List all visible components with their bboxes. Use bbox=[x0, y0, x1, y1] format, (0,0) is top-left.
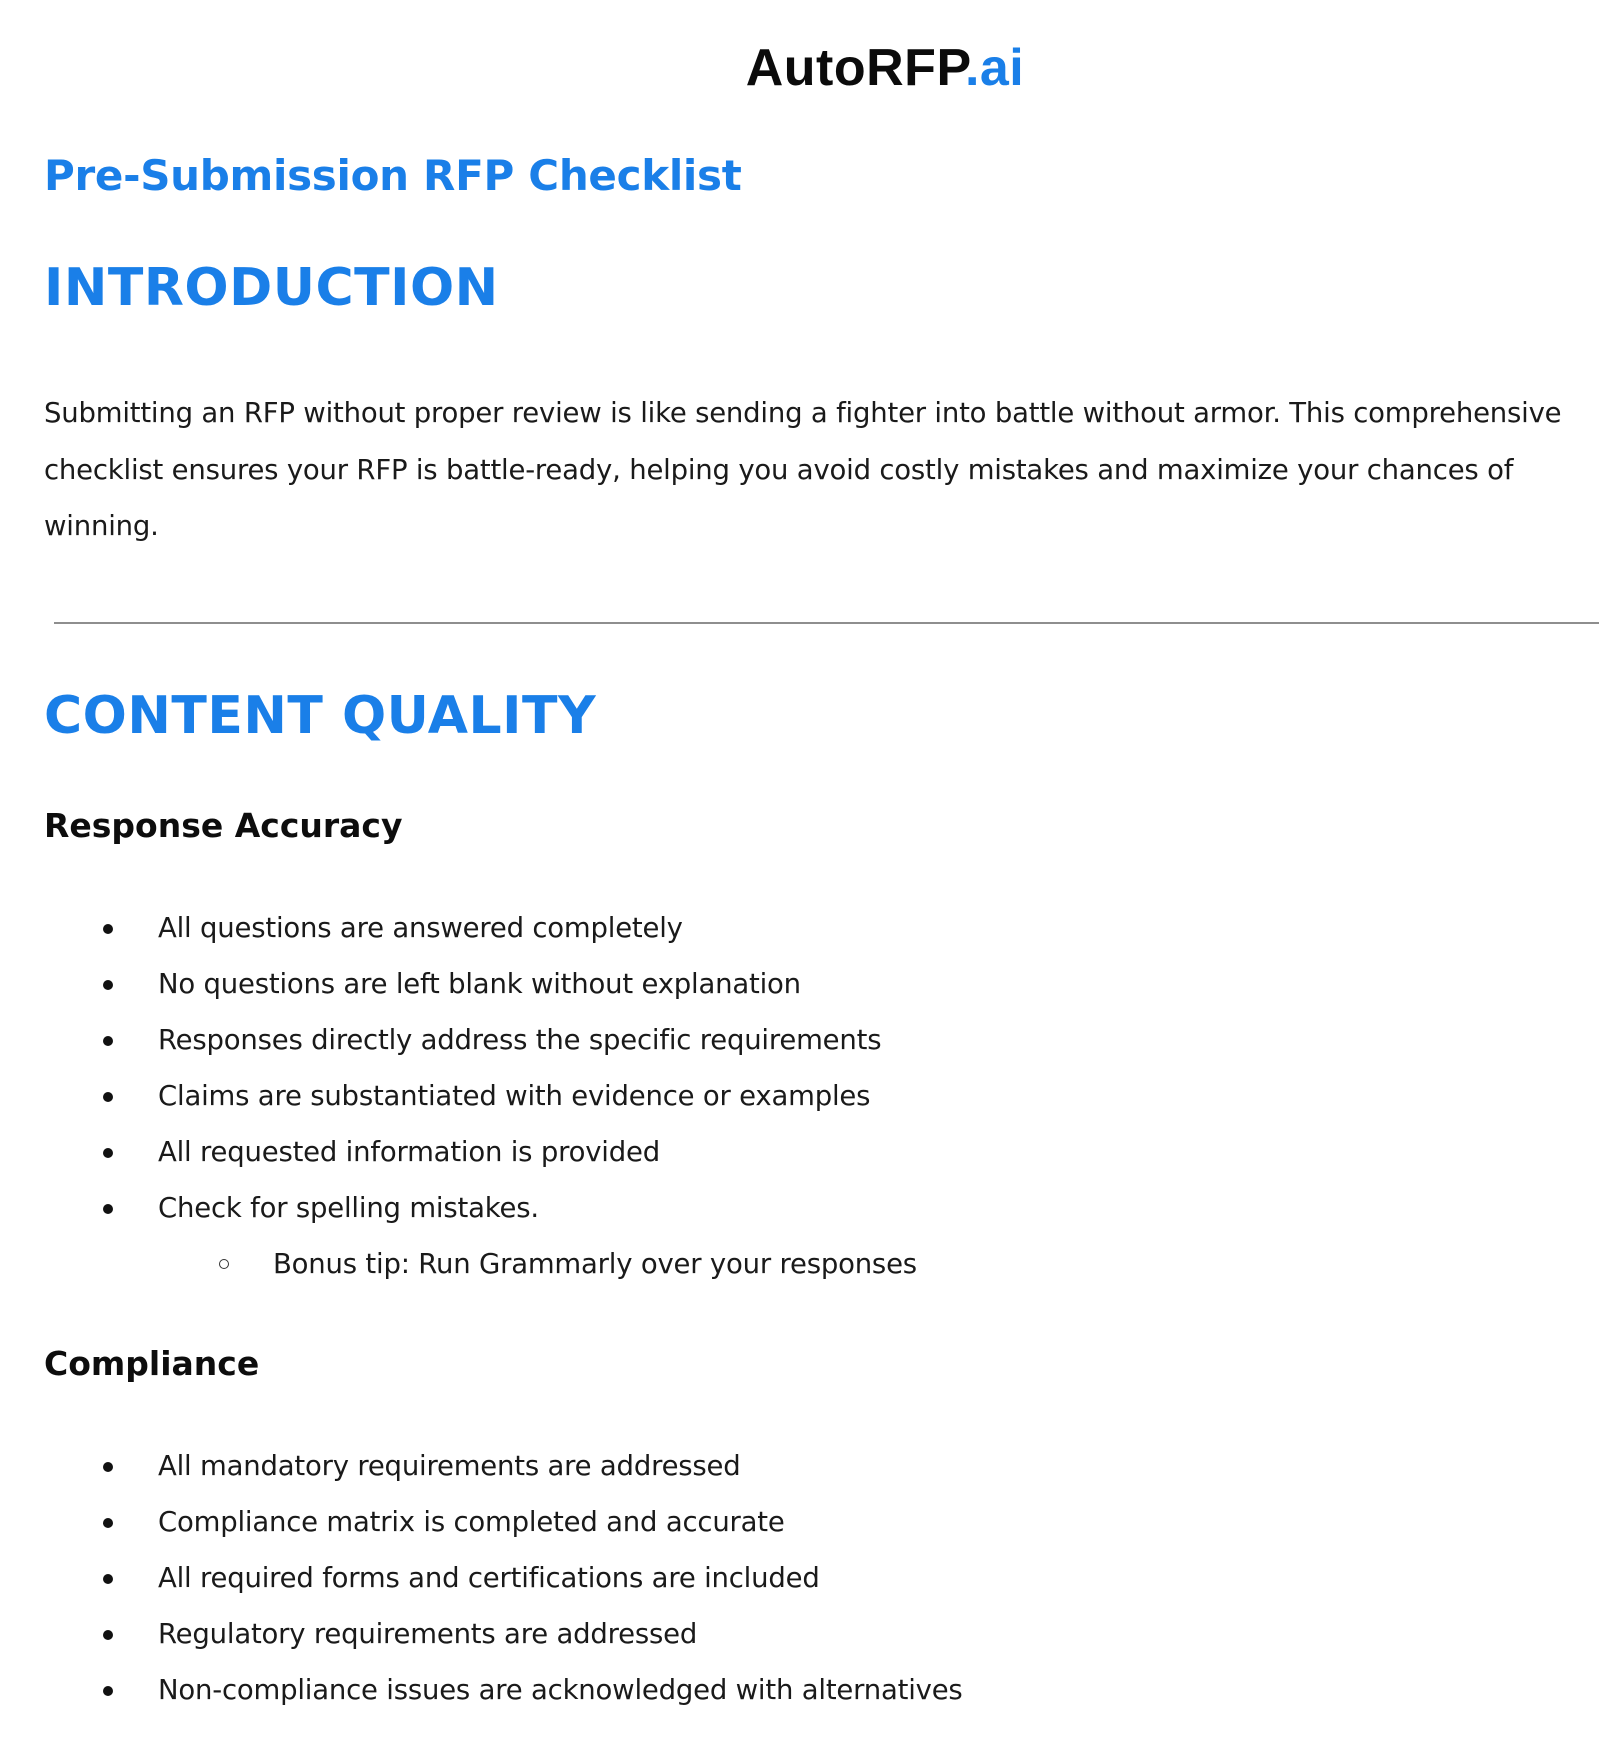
sub-list-item bbox=[0, 1236, 1605, 1292]
bullet-icon bbox=[103, 1462, 113, 1472]
list-item bbox=[0, 1180, 1605, 1236]
list-item bbox=[0, 1068, 1605, 1124]
list-item bbox=[0, 1662, 1605, 1718]
list-item-text: Compliance matrix is completed and accurate bbox=[158, 1506, 785, 1538]
list-item bbox=[0, 1012, 1605, 1068]
bullet-icon bbox=[103, 1204, 113, 1214]
sub-list-item-text: Bonus tip: Run Grammarly over your responses bbox=[273, 1248, 917, 1280]
list-item bbox=[0, 1494, 1605, 1550]
list-item-text: Responses directly address the specific requirements bbox=[158, 1024, 882, 1056]
list-item-text: Check for spelling mistakes. bbox=[158, 1192, 539, 1224]
response-accuracy-heading: Response Accuracy bbox=[44, 806, 403, 845]
list-item bbox=[0, 1606, 1605, 1662]
bullet-icon bbox=[103, 1092, 113, 1102]
hollow-bullet-icon bbox=[219, 1259, 229, 1269]
bullet-icon bbox=[103, 1574, 113, 1584]
autorfp-logo bbox=[0, 38, 1605, 98]
bullet-icon bbox=[103, 1686, 113, 1696]
horizontal-divider bbox=[54, 622, 1599, 624]
bullet-icon bbox=[103, 924, 113, 934]
compliance-heading: Compliance bbox=[44, 1344, 260, 1383]
list-item-text: No questions are left blank without explanation bbox=[158, 968, 801, 1000]
bullet-icon bbox=[103, 1518, 113, 1528]
content-quality-heading: CONTENT QUALITY bbox=[44, 686, 597, 746]
list-item-text: Claims are substantiated with evidence or examples bbox=[158, 1080, 871, 1112]
bullet-icon bbox=[103, 1036, 113, 1046]
document-title: Pre-Submission RFP Checklist bbox=[44, 151, 742, 200]
list-item-text: All requested information is provided bbox=[158, 1136, 660, 1168]
list-item bbox=[0, 1550, 1605, 1606]
logo-accent-text: .ai bbox=[964, 39, 1025, 97]
list-item-text: All mandatory requirements are addressed bbox=[158, 1450, 741, 1482]
list-item bbox=[0, 900, 1605, 956]
list-item-text: All required forms and certifications are included bbox=[158, 1562, 820, 1594]
logo-main-text: AutoRFP bbox=[745, 39, 965, 97]
list-item bbox=[0, 956, 1605, 1012]
bullet-icon bbox=[103, 1148, 113, 1158]
introduction-heading: INTRODUCTION bbox=[44, 258, 499, 318]
list-item-text: All questions are answered completely bbox=[158, 912, 683, 944]
response-accuracy-list bbox=[0, 900, 1605, 1292]
compliance-list bbox=[0, 1438, 1605, 1718]
list-item-text: Non-compliance issues are acknowledged with alternatives bbox=[158, 1674, 963, 1706]
bullet-icon bbox=[103, 1630, 113, 1640]
list-item bbox=[0, 1124, 1605, 1180]
bullet-icon bbox=[103, 980, 113, 990]
list-item-text: Regulatory requirements are addressed bbox=[158, 1618, 698, 1650]
introduction-paragraph: Submitting an RFP without proper review is like sending a fighter into battle without armor. This comprehensive checklist ensures your RFP is battle-ready, helping you avoid costly mistakes and maximize your chances of winning. bbox=[44, 397, 1562, 542]
list-item bbox=[0, 1438, 1605, 1494]
